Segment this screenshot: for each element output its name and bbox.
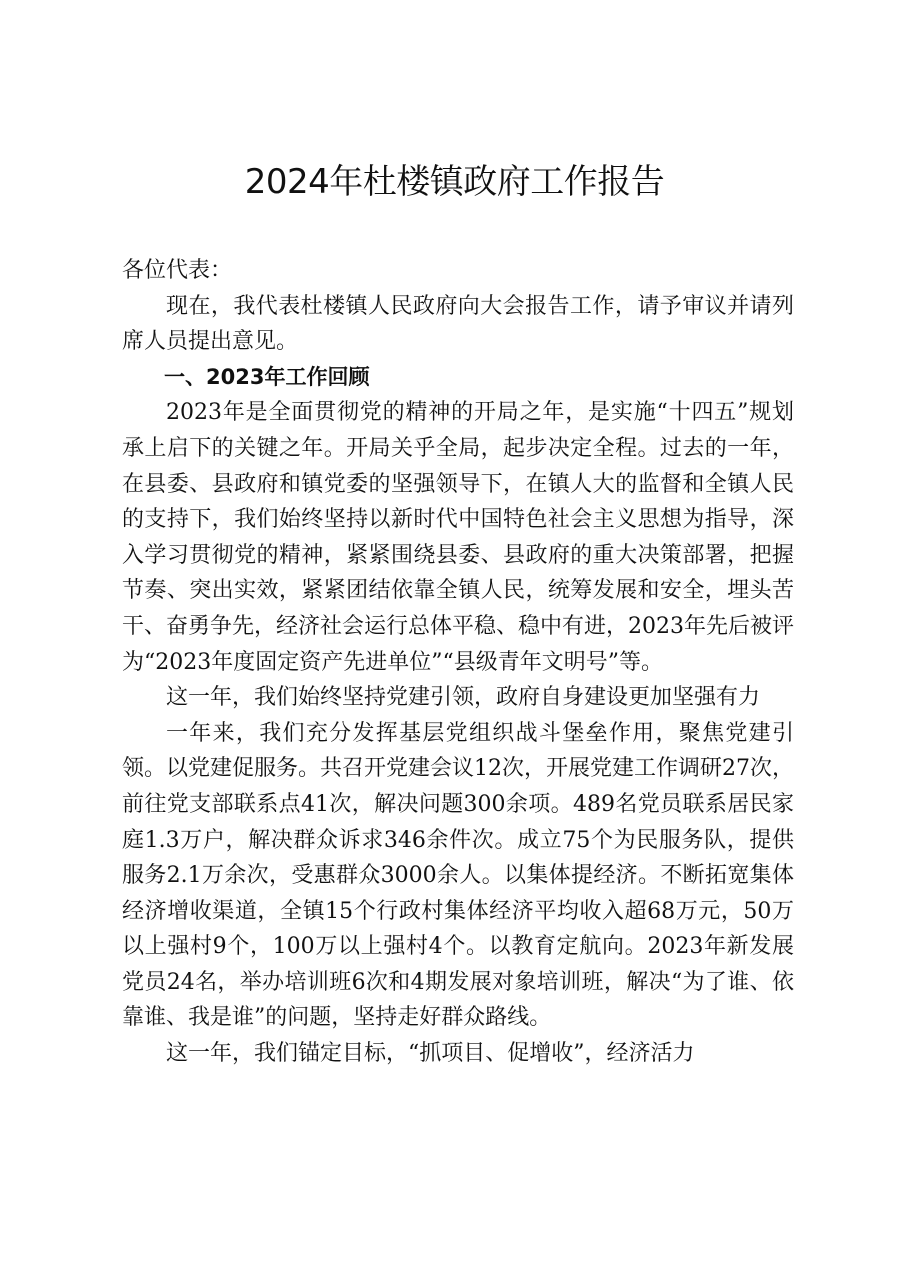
section-heading: 一、2023年工作回顾 (164, 364, 370, 389)
document-body (122, 253, 794, 1072)
economy-paragraph: 这一年，我们锚定目标，“抓项目、促增收”，经济活力 (166, 1041, 695, 1067)
party-building-paragraph: 这一年，我们始终坚持党建引领，政府自身建设更加坚强有力 (166, 685, 761, 711)
salutation: 各位代表： (122, 258, 233, 283)
overview-paragraph: 2023年是全面贯彻党的精神的开局之年，是实施“十四五”规划承上启下的关键之年。开局关乎全局，起步决定全程。过去的一年，在县委、县政府和镇党委的坚强领导下，在镇人大的监督和全镇人民的支持下，我们始终坚持以新时代中国特色社会主义思想为指导，深入学习贯彻党的精神，紧紧围绕县委、县政府的重大决策部署，把握节奏、突出实效，紧紧团结依靠全镇人民，统筹发展和安全，埋头苦干、奋勇争先，经济社会运行总体平稳、稳中有进，2023年先后被评为“2023年度固定资产先进单位”“县级青年文明号”等。 (122, 400, 794, 675)
party-building-detail-paragraph: 一年来，我们充分发挥基层党组织战斗堡垒作用，聚焦党建引领。以党建促服务。共召开党建会议12次，开展党建工作调研27次，前往党支部联系点41次，解决问题300余项。489名党员联系居民家庭1.3万户，解决群众诉求346余件次。成立75个为民服务队，提供服务2.1万余次，受惠群众3000余人。以集体提经济。不断拓宽集体经济增收渠道，全镇15个行政村集体经济平均收入超68万元，50万以上强村9个，100万以上强村4个。以教育定航向。2023年新发展党员24名，举办培训班6次和4期发展对象培训班，解决“为了谁、依靠谁、我是谁”的问题，坚持走好群众路线。 (122, 720, 794, 1031)
document-title: 2024年杜楼镇政府工作报告 (244, 162, 665, 202)
intro-paragraph: 现在，我代表杜楼镇人民政府向大会报告工作，请予审议并请列席人员提出意见。 (122, 293, 794, 355)
